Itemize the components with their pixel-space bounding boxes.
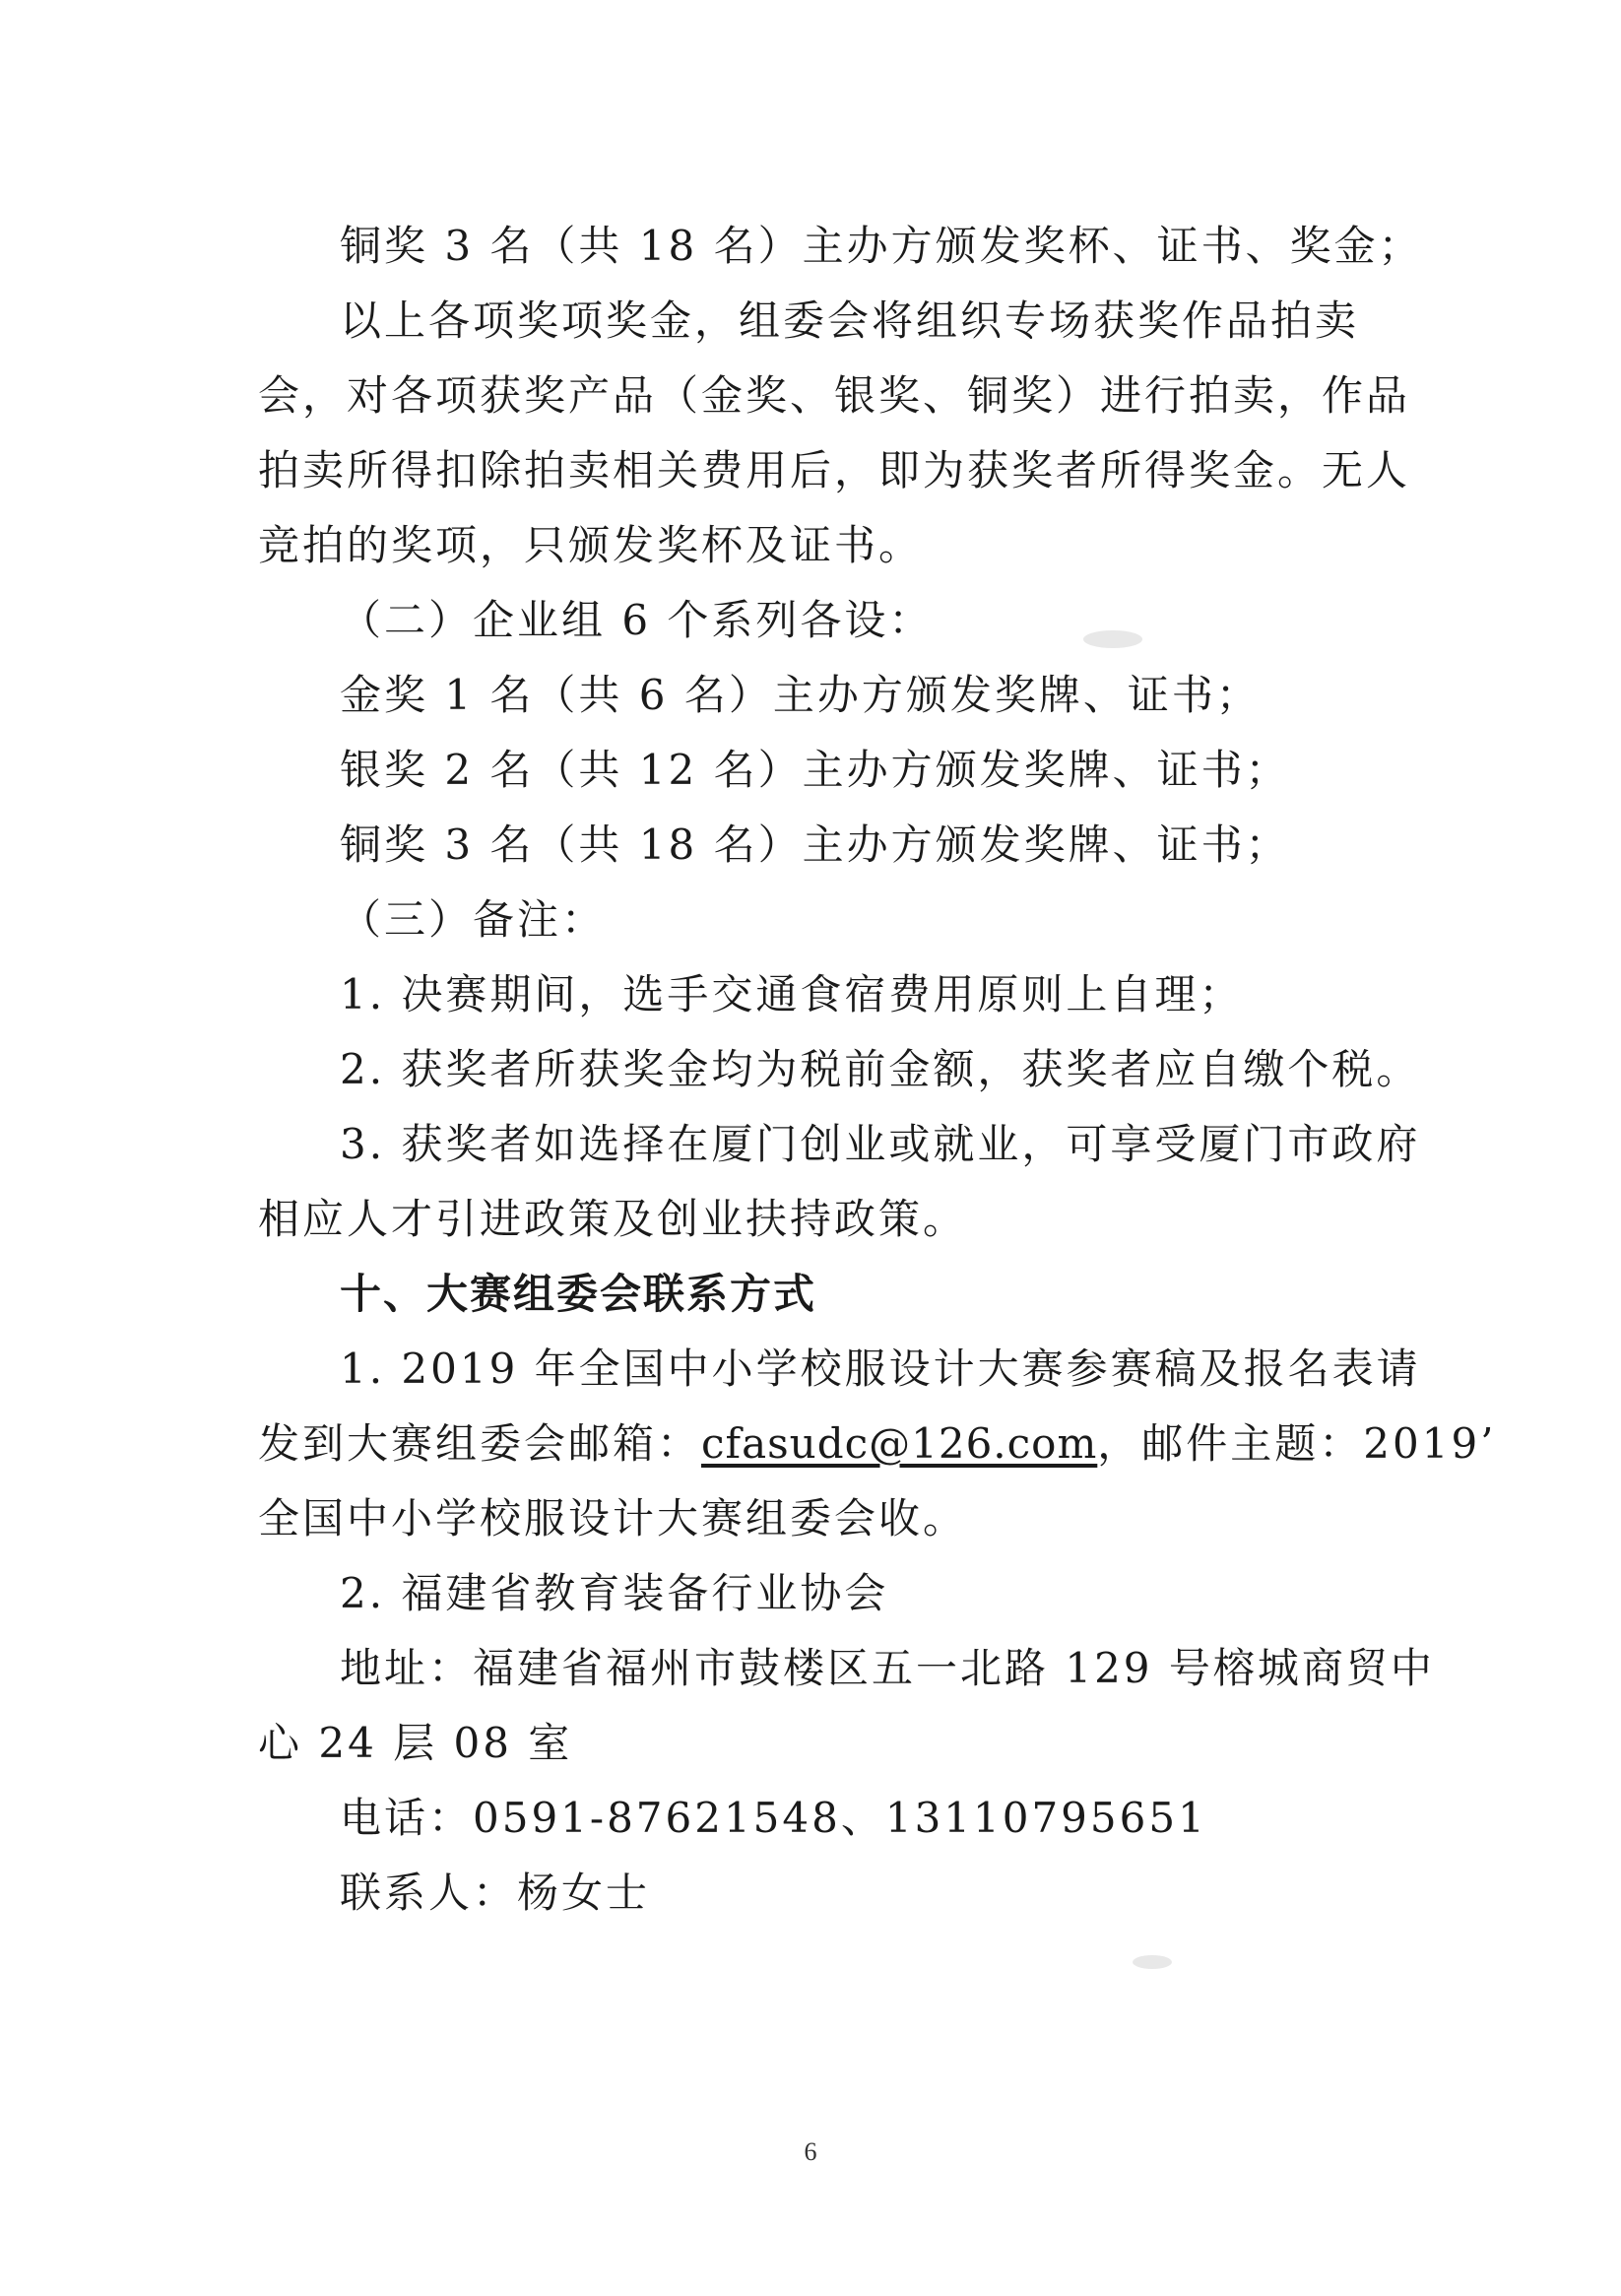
award-silver-line: 银奖 2 名（共 12 名）主办方颁发奖牌、证书；: [340, 746, 1290, 794]
contact-person: 联系人：杨女士: [340, 1869, 651, 1917]
email-subject-label: ，邮件主题：2019’: [1097, 1419, 1497, 1468]
contact-address-continued: 心 24 层 08 室: [258, 1719, 573, 1767]
paragraph-line: 会，对各项获奖产品（金奖、银奖、铜奖）进行拍卖，作品: [258, 371, 1411, 420]
section-subheading: （三）备注：: [340, 895, 607, 944]
note-item: 1. 决赛期间，选手交通食宿费用原则上自理；: [340, 970, 1244, 1018]
contact-email-line: [258, 1416, 1497, 1472]
contact-item-continued: 全国中小学校服设计大赛组委会收。: [258, 1494, 968, 1542]
section-heading: 十、大赛组委会联系方式: [340, 1270, 817, 1318]
contact-item: 1. 2019 年全国中小学校服设计大赛参赛稿及报名表请: [340, 1345, 1421, 1393]
award-bronze-line: 铜奖 3 名（共 18 名）主办方颁发奖杯、证书、奖金；: [340, 222, 1423, 270]
email-link[interactable]: cfasudc@126.com: [701, 1419, 1098, 1468]
paragraph-line: 拍卖所得扣除拍卖相关费用后，即为获奖者所得奖金。无人: [258, 446, 1411, 494]
contact-organization: 2. 福建省教育装备行业协会: [340, 1569, 889, 1617]
contact-phone: 电话：0591-87621548、13110795651: [340, 1794, 1207, 1842]
note-item: 2. 获奖者所获奖金均为税前金额，获奖者应自缴个税。: [340, 1045, 1421, 1093]
page-number: 6: [804, 2137, 817, 2166]
section-subheading: （二）企业组 6 个系列各设：: [340, 596, 934, 644]
award-gold-line: 金奖 1 名（共 6 名）主办方颁发奖牌、证书；: [340, 671, 1261, 719]
note-item-continued: 相应人才引进政策及创业扶持政策。: [258, 1195, 968, 1243]
contact-address: 地址：福建省福州市鼓楼区五一北路 129 号榕城商贸中: [340, 1644, 1435, 1692]
paragraph-line: 竞拍的奖项，只颁发奖杯及证书。: [258, 521, 924, 569]
scan-speck: [1133, 1955, 1172, 1969]
award-bronze-line: 铜奖 3 名（共 18 名）主办方颁发奖牌、证书；: [340, 820, 1290, 869]
email-label: 发到大赛组委会邮箱：: [258, 1419, 702, 1468]
paragraph-line: 以上各项奖项奖金，组委会将组织专场获奖作品拍卖: [340, 296, 1360, 345]
note-item: 3. 获奖者如选择在厦门创业或就业，可享受厦门市政府: [340, 1120, 1421, 1168]
scan-speck: [1083, 630, 1142, 648]
